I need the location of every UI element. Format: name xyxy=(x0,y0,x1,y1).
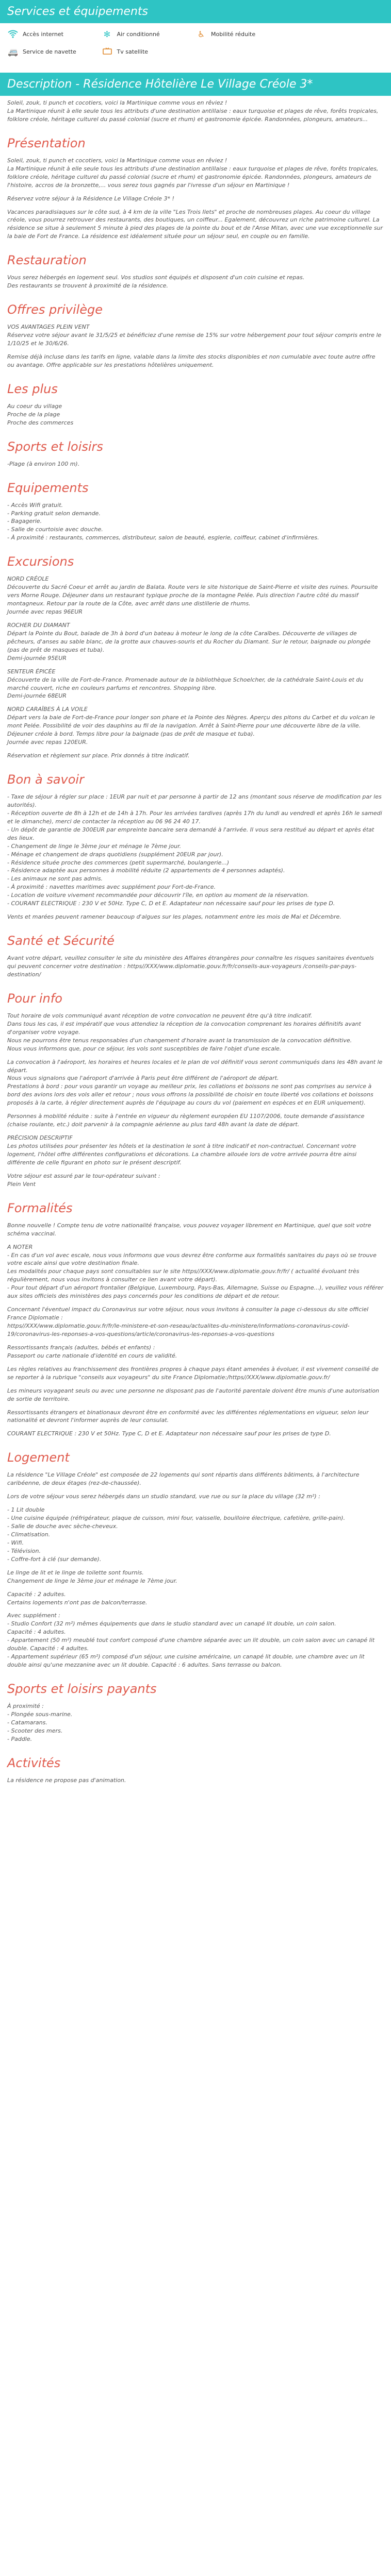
section-paragraph: Les règles relatives au franchissement des frontières propres à chaque pays étant amenées à évoluer, il est vivement conseillé de se reporter à la rubrique "conseils aux voyageurs" du site France Diplomatie:/https//XXX/www.diplomatie.gouv.fr/ xyxy=(7,1365,379,1381)
section-paragraph: La résidence "Le Village Créole" est composée de 22 logements qui sont répartis dans différents bâtiments, à l'architecture caribéenne, de deux étages (rez-de-chaussée). xyxy=(7,1471,360,1487)
services-bar: Services et équipements xyxy=(0,0,391,23)
service-label: Service de navette xyxy=(23,48,76,55)
section-paragraph: À proximité : - Plongée sous-marine. - Catamarans. - Scooter des mers. - Paddle. xyxy=(7,1703,73,1742)
section-paragraph: Personnes à mobilité réduite : suite à l'entrée en vigueur du règlement européen EU 1107/2006, toute demande d'assistance (chaise roulante, etc.) doit parvenir à la compagnie aérienne au plus tard 48h avant la date de départ. xyxy=(7,1113,365,1128)
section-heading: Equipements xyxy=(7,480,89,495)
section-heading: Sports et loisirs payants xyxy=(7,1682,157,1696)
section-paragraph: Tout horaire de vols communiqué avant réception de votre convocation ne peuvent être qu'à titre indicatif. Dans tous les cas, il est impératif que vous attendiez la réception de la convocation comprenant les horaires définitifs avant d'organiser votre voyage. Nous ne pourrons être tenus responsables d'un changement d'horaire avant la transmission de la convocation définitive. Nous vous informons que, pour ce séjour, les vols sont susceptibles de faire l'objet d'une escale. xyxy=(7,1012,361,1052)
service-item xyxy=(102,46,196,57)
section-paragraph: Réservez votre séjour à la Résidence Le Village Créole 3* ! xyxy=(7,195,174,202)
section-paragraph: Vents et marées peuvent ramener beaucoup d'algues sur les plages, notamment entre les mois de Mai et Décembre. xyxy=(7,913,341,921)
section-paragraph: A NOTER - En cas d'un vol avec escale, nous vous informons que vous devrez être conforme aux formalités sanitaires du pays où se trouve votre escale ainsi que votre destination finale. Les modalités pour chaque pays sont consultables sur le site https//XXX/www.diplomatie.gouv.fr/fr/ ( actualité évoluant très régulièrement, nous vous invitons à consulter ce lien avant votre départ). - Pour tout départ d'un aéroport frontalier (Belgique, Luxembourg, Pays-Bas, Allemagne, Suisse ou Espagne...), veuillez vous référer aux sites officiels des ministères des pays concernés pour les conditions de départ et de retour. xyxy=(7,1243,384,1300)
snowflake-icon: ✻ xyxy=(103,29,111,39)
description-bar: Description - Résidence Hôtelière Le Village Créole 3* xyxy=(0,73,391,96)
service-item xyxy=(196,28,290,40)
section-heading: Bon à savoir xyxy=(7,772,84,787)
section-paragraph: Vous serez hébergés en logement seul. Vos studios sont équipés et disposent d'un coin cuisine et repas. Des restaurants se trouvent à proximité de la résidence. xyxy=(7,274,305,290)
services-list xyxy=(0,23,391,62)
section-paragraph: -Plage (à environ 100 m). xyxy=(7,460,80,467)
section-paragraph: Vacances paradisiaques sur le côte sud, à 4 km de la ville "Les Trois Ilets" et proche de nombreuses plages. Au coeur du village créole, vous pourrez retrouver des restaurants, des boutiques, un coiffeur... Egalement, découvrez un riche patrimoine culturel. La résidence se situe à seulement 5 minute à pied des plages de la pointe du bout et de l'Anse Mitan, avec une vue exceptionnelle sur la baie de Fort de France. La résidence est idéalement située pour un séjour seul, en couple ou en famille. xyxy=(7,208,383,240)
service-label: Accès internet xyxy=(23,30,63,38)
spacer xyxy=(290,28,384,40)
shuttle-icon: 🚐 xyxy=(8,46,18,57)
section-paragraph: - Accès Wifi gratuit. - Parking gratuit selon demande. - Bagagerie. - Salle de courtoisie avec douche. - À proximité : restaurants, commerces, distributeur, salon de beauté, esglerie, coiffeur, cabinet d'infirmières. xyxy=(7,501,319,541)
sections xyxy=(7,136,384,1785)
section-heading: Activités xyxy=(7,1755,61,1770)
description-intro: Soleil, zouk, ti punch et cocotiers, voici la Martinique comme vous en rêviez ! La Martinique réunit à elle seule tous les attributs d'une destination antillaise : eaux turquoise et plages de rêve, forêts tropicales, folklore créole, héritage culturel du passé colonial (sucre et rhum) et gastronomie épicée. Randonnées, plongeurs, amateurs... xyxy=(7,99,379,123)
section-paragraph: Soleil, zouk, ti punch et cocotiers, voici la Martinique comme vous en rêviez ! La Martinique réunit à elle seule tous les attributs d'une destination antillaise : eaux turquoise et plages de rêve, forêts tropicales, folklore créole, héritage culturel du passé colonial (sucre et rhum) et gastronomie épicée. Randonnées, plongeurs, amateurs de l'histoire, accros de la bronzette,... vous serez tous gagnés par l'ivresse d'un séjour en Martinique ! xyxy=(7,157,379,189)
section-paragraph: Bonne nouvelle ! Compte tenu de votre nationalité française, vous pouvez voyager librement en Martinique, quel que soit votre schéma vaccinal. xyxy=(7,1222,371,1237)
section-paragraph: NORD CARAÏBES À LA VOILE Départ vers la baie de Fort-de-France pour longer son phare et la Pointe des Nègres. Aperçu des pitons du Carbet et du volcan le mont Pelée. Possibilité de voir des dauphins au fil de la navigation. Arrêt à Saint-Pierre pour une découverte libre de la ville. Déjeuner créole à bord. Temps libre pour la baignade (pas de prêt de masque et tuba). Journée avec repas 120EUR. xyxy=(7,706,375,746)
section-paragraph: COURANT ELECTRIQUE : 230 V et 50Hz. Type C, D et E. Adaptateur non nécessaire sauf pour les prises de type D. xyxy=(7,1430,331,1437)
section-heading: Les plus xyxy=(7,381,58,396)
section-heading: Offres privilège xyxy=(7,302,103,317)
section-paragraph: - Taxe de séjour à régler sur place : 1EUR par nuit et par personne à partir de 12 ans (montant sous réserve de modification par les autorités). - Réception ouverte de 8h à 12h et de 14h à 17h. Pour les arrivées tardives (après 17h du lundi au vendredi et après 16h le samedi et le dimanche), merci de contacter la réception au 06 96 24 40 17. - Un dépôt de garantie de 300EUR par empreinte bancaire sera demandé à l'arrivée. Il vous sera restitué au départ et après état des lieux. - Changement de linge le 3ème jour et ménage le 7ème jour. - Ménage et changement de draps quotidiens (supplément 20EUR par jour). - Résidence située proche des commerces (petit supermarché, boulangerie...) - Résidence adaptée aux personnes à mobilité réduite (2 appartements de 4 personnes adaptés). - Les animaux ne sont pas admis. - À proximité : navettes maritimes avec supplément pour Fort-de-France. - Location de voiture vivement recommandée pour découvrir l'île, en option au moment de la réservation. - COURANT ELECTRIQUE : 230 V et 50Hz. Type C, D et E. Adaptateur non nécessaire sauf pour les prises de type D. xyxy=(7,793,382,907)
section-paragraph: Avec supplément : - Studio Confort (32 m²) mêmes équipements que dans le studio standard avec un canapé lit double, un coin salon. Capacité : 4 adultes. - Appartement (50 m²) meublé tout confort composé d'une chambre séparée avec un lit double, un coin salon avec un canapé lit double. Capacité : 4 adultes. - Appartement supérieur (65 m²) composé d'un séjour, une cuisine américaine, un canapé lit double, une chambre avec un lit double ainsi qu'une mezzanine avec un lit double. Capacité : 6 adultes. Sans terrasse ou balcon. xyxy=(7,1612,375,1669)
section-paragraph: La résidence ne propose pas d'animation. xyxy=(7,1776,126,1784)
section-paragraph: ROCHER DU DIAMANT Départ la Pointe du Bout, balade de 3h à bord d'un bateau à moteur le long de la côte Caraïbes. Découverte de villages de pêcheurs, d'anses au sable blanc, de la grotte aux chauves-souris et du Rocher du Diamant. Sur le retour, baignade ou plongée (pas de prêt de masques et tuba). Demi-journée 95EUR xyxy=(7,621,371,662)
section-paragraph: Lors de votre séjour vous serez hébergés dans un studio standard, vue rue ou sur la place du village (32 m²) : xyxy=(7,1493,320,1500)
section-heading: Logement xyxy=(7,1450,70,1465)
section-paragraph: SENTEUR ÉPICÉE Découverte de la ville de Fort-de-France. Promenade autour de la bibliothèque Schoelcher, de la cathédrale Saint-Louis et du marché couvert, riche en couleurs parfums et rencontres. Shopping libre. Demi-journée 68EUR xyxy=(7,668,364,700)
section-heading: Santé et Sécurité xyxy=(7,934,115,948)
section-paragraph: NORD CRÉOLE Découverte du Sacré Coeur et arrêt au jardin de Balata. Route vers le site historique de Saint-Pierre et visite des ruines. Poursuite vers Morne Rouge. Déjeuner dans un restaurant typique proche de la montagne Pelée. Puis direction l'autre côté du massif montagneux. Retour par la route de la Côte, avec arrêt dans une distillerie de rhums. Journée avec repas 96EUR xyxy=(7,575,378,615)
wheelchair-icon: ♿ xyxy=(197,29,205,39)
section-paragraph: Ressortissants français (adultes, bébés et enfants) : Passeport ou carte nationale d'identité en cours de validité. xyxy=(7,1344,177,1359)
section-heading: Restauration xyxy=(7,253,87,268)
section-paragraph: Au coeur du village Proche de la plage Proche des commerces xyxy=(7,402,74,426)
section-paragraph: Réservation et règlement sur place. Prix donnés à titre indicatif. xyxy=(7,752,190,759)
section-paragraph: Les mineurs voyageant seuls ou avec une personne ne disposant pas de l'autorité parentale doivent être munis d'une autorisation de sortie de territoire. xyxy=(7,1387,380,1402)
section-paragraph: Votre séjour est assuré par le tour-opérateur suivant : Plein Vent xyxy=(7,1172,160,1188)
service-item xyxy=(7,46,102,57)
section-paragraph: Avant votre départ, veuillez consulter le site du ministère des Affaires étrangères pour connaître les risques sanitaires éventuels qui peuvent concerner votre destination : https//XXX/www.diplomatie.gouv.fr/fr/conseils-aux-voyageurs /conseils-par-pays-destination/ xyxy=(7,955,374,978)
section-paragraph: Remise déjà incluse dans les tarifs en ligne, valable dans la limite des stocks disponibles et non cumulable avec toute autre offre ou avantage. Offre applicable sur les prestations hôtelières uniquement. xyxy=(7,353,376,368)
section-heading: Pour info xyxy=(7,991,62,1006)
service-item xyxy=(7,28,102,40)
section-heading: Sports et loisirs xyxy=(7,439,103,454)
section-paragraph: Ressortissants étrangers et binationaux devront être en conformité avec les différentes réglementations en vigueur, selon leur nationalité et devront l'informer auprès de leur consulat. xyxy=(7,1409,369,1424)
section-paragraph: Capacité : 2 adultes. Certains logements n'ont pas de balcon/terrasse. xyxy=(7,1590,148,1606)
section-heading: Excursions xyxy=(7,554,74,569)
section-paragraph: VOS AVANTAGES PLEIN VENT Réservez votre séjour avant le 31/5/25 et bénéficiez d'une remise de 15% sur votre hébergement pour tout séjour compris entre le 1/10/25 et le 30/6/26. xyxy=(7,324,382,347)
service-label: Mobilité réduite xyxy=(211,30,256,38)
section-paragraph: La convocation à l'aéroport, les horaires et heures locales et le plan de vol définitif vous seront communiqués dans les 48h avant le départ. Nous vous signalons que l'aéroport d'arrivée à Paris peut être différent de l'aéroport de départ. Prestations à bord : pour vous garantir un voyage au meilleur prix, les collations et boissons ne sont pas comprises au service à bord des avions lors des vols aller et retour ; nous vous offrons la possibilité de choisir en toute liberté vos collations et boissons proposés à la carte, à régler directement auprès de l'équipage au cours du vol (paiement en espèces et en EUR uniquement). xyxy=(7,1058,383,1107)
section-heading: Formalités xyxy=(7,1200,73,1215)
wifi-icon xyxy=(7,28,19,40)
tv-icon xyxy=(102,46,113,57)
section-paragraph: Concernant l'éventuel impact du Coronavirus sur votre séjour, nous vous invitons à consulter la page ci-dessous du site officiel France Diplomatie : https//XXX/www.diplomatie.gouv.fr/fr/le-ministere-et-son-reseau/actualites-du-ministere/informations-coronavirus-covid-19/coronavirus-les-reponses-a-vos-questions/article/coronavirus-les-reponses-a-vos-questions xyxy=(7,1306,369,1337)
service-label: Tv satellite xyxy=(117,48,149,55)
service-item xyxy=(102,28,196,40)
section-paragraph: Le linge de lit et le linge de toilette sont fournis. Changement de linge le 3ème jour et ménage le 7ème jour. xyxy=(7,1569,177,1584)
service-label: Air conditionné xyxy=(117,30,160,38)
section-paragraph: PRÉCISION DESCRIPTIF Les photos utilisées pour présenter les hôtels et la destination le sont à titre indicatif et non-contractuel. Concernant votre logement, l'hôtel offre différentes configurations et décorations. La chambre allouée lors de votre arrivée pourra être ainsi différente de celle figurant en photo sur le présent descriptif. xyxy=(7,1134,357,1166)
section-heading: Présentation xyxy=(7,135,86,150)
section-paragraph: - 1 Lit double - Une cuisine équipée (réfrigérateur, plaque de cuisson, mini four, vaisselle, bouilloire électrique, cafetière, grille-pain). - Salle de douche avec sèche-cheveux. - Climatisation. - Wifi. - Télévision. - Coffre-fort à clé (sur demande). xyxy=(7,1506,345,1563)
content xyxy=(0,96,391,1800)
